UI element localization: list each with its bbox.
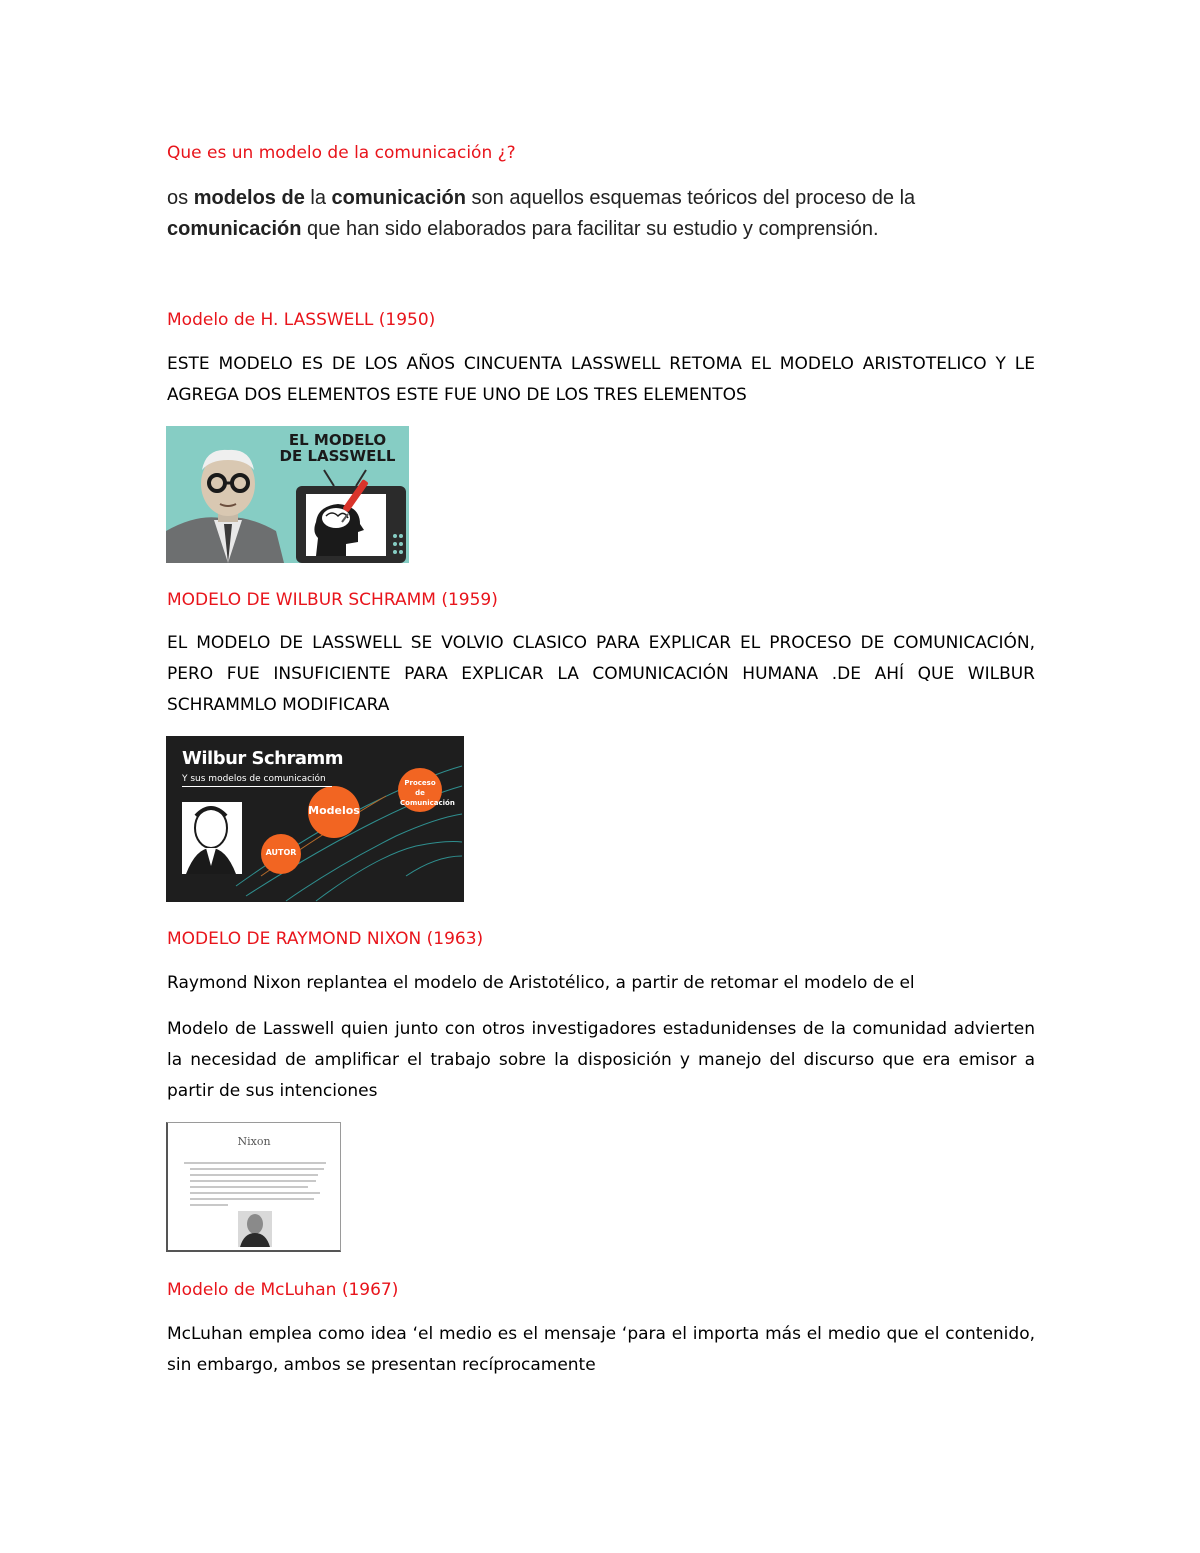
schramm-image xyxy=(166,736,464,902)
mcluhan-paragraph: McLuhan emplea como idea ‘el medio es el mensaje ‘para el importa más el medio que el contenido, sin embargo, ambos se presentan recíprocamente xyxy=(167,1324,1035,1375)
nixon-paragraph-2: Modelo de Lasswell quien junto con otros investigadores estadunidenses de la comunidad advierten la necesidad de amplificar el trabajo sobre la disposición y manejo del discurso que era emisor a partir de sus intenciones xyxy=(167,1019,1035,1101)
lasswell-image xyxy=(166,426,409,563)
schramm-paragraph: EL MODELO DE LASSWELL SE VOLVIO CLASICO PARA EXPLICAR EL PROCESO DE COMUNICACIÓN, PERO FUE INSUFICIENTE PARA EXPLICAR LA COMUNICACIÓN HUMANA .DE AHÍ QUE WILBUR SCHRAMMLO MODIFICARA xyxy=(167,633,1035,715)
lasswell-image-title: EL MODELO DE LASSWELL xyxy=(279,431,396,465)
nixon-image-content xyxy=(168,1123,341,1252)
lasswell-paragraph: ESTE MODELO ES DE LOS AÑOS CINCUENTA LASSWELL RETOMA EL MODELO ARISTOTELICO Y LE AGREGA DOS ELEMENTOS ESTE FUE UNO DE LOS TRES ELEMENTOS xyxy=(167,354,1035,405)
lasswell-heading: Modelo de H. LASSWELL (1950) xyxy=(167,310,436,330)
schramm-image-circle-autor: AUTOR xyxy=(265,848,297,857)
schramm-image-circle-modelos: Modelos xyxy=(308,804,360,817)
nixon-image xyxy=(166,1122,341,1252)
mcluhan-heading: Modelo de McLuhan (1967) xyxy=(167,1280,399,1300)
schramm-image-title: Wilbur Schramm xyxy=(182,748,344,769)
intro-paragraph: os modelos de la comunicación son aquellos esquemas teóricos del proceso de la comunicación que han sido elaborados para facilitar su estudio y comprensión. xyxy=(167,187,916,240)
nixon-paragraph-1: Raymond Nixon replantea el modelo de Aristotélico, a partir de retomar el modelo de el xyxy=(167,973,915,993)
intro-heading: Que es un modelo de la comunicación ¿? xyxy=(167,143,516,163)
nixon-image-title: Nixon xyxy=(237,1135,271,1148)
schramm-image-circle-proceso: Proceso de Comunicación xyxy=(400,779,455,807)
schramm-image-subtitle: Y sus modelos de comunicación xyxy=(182,774,332,787)
nixon-heading: MODELO DE RAYMOND NIXON (1963) xyxy=(167,929,484,949)
schramm-heading: MODELO DE WILBUR SCHRAMM (1959) xyxy=(167,590,498,610)
